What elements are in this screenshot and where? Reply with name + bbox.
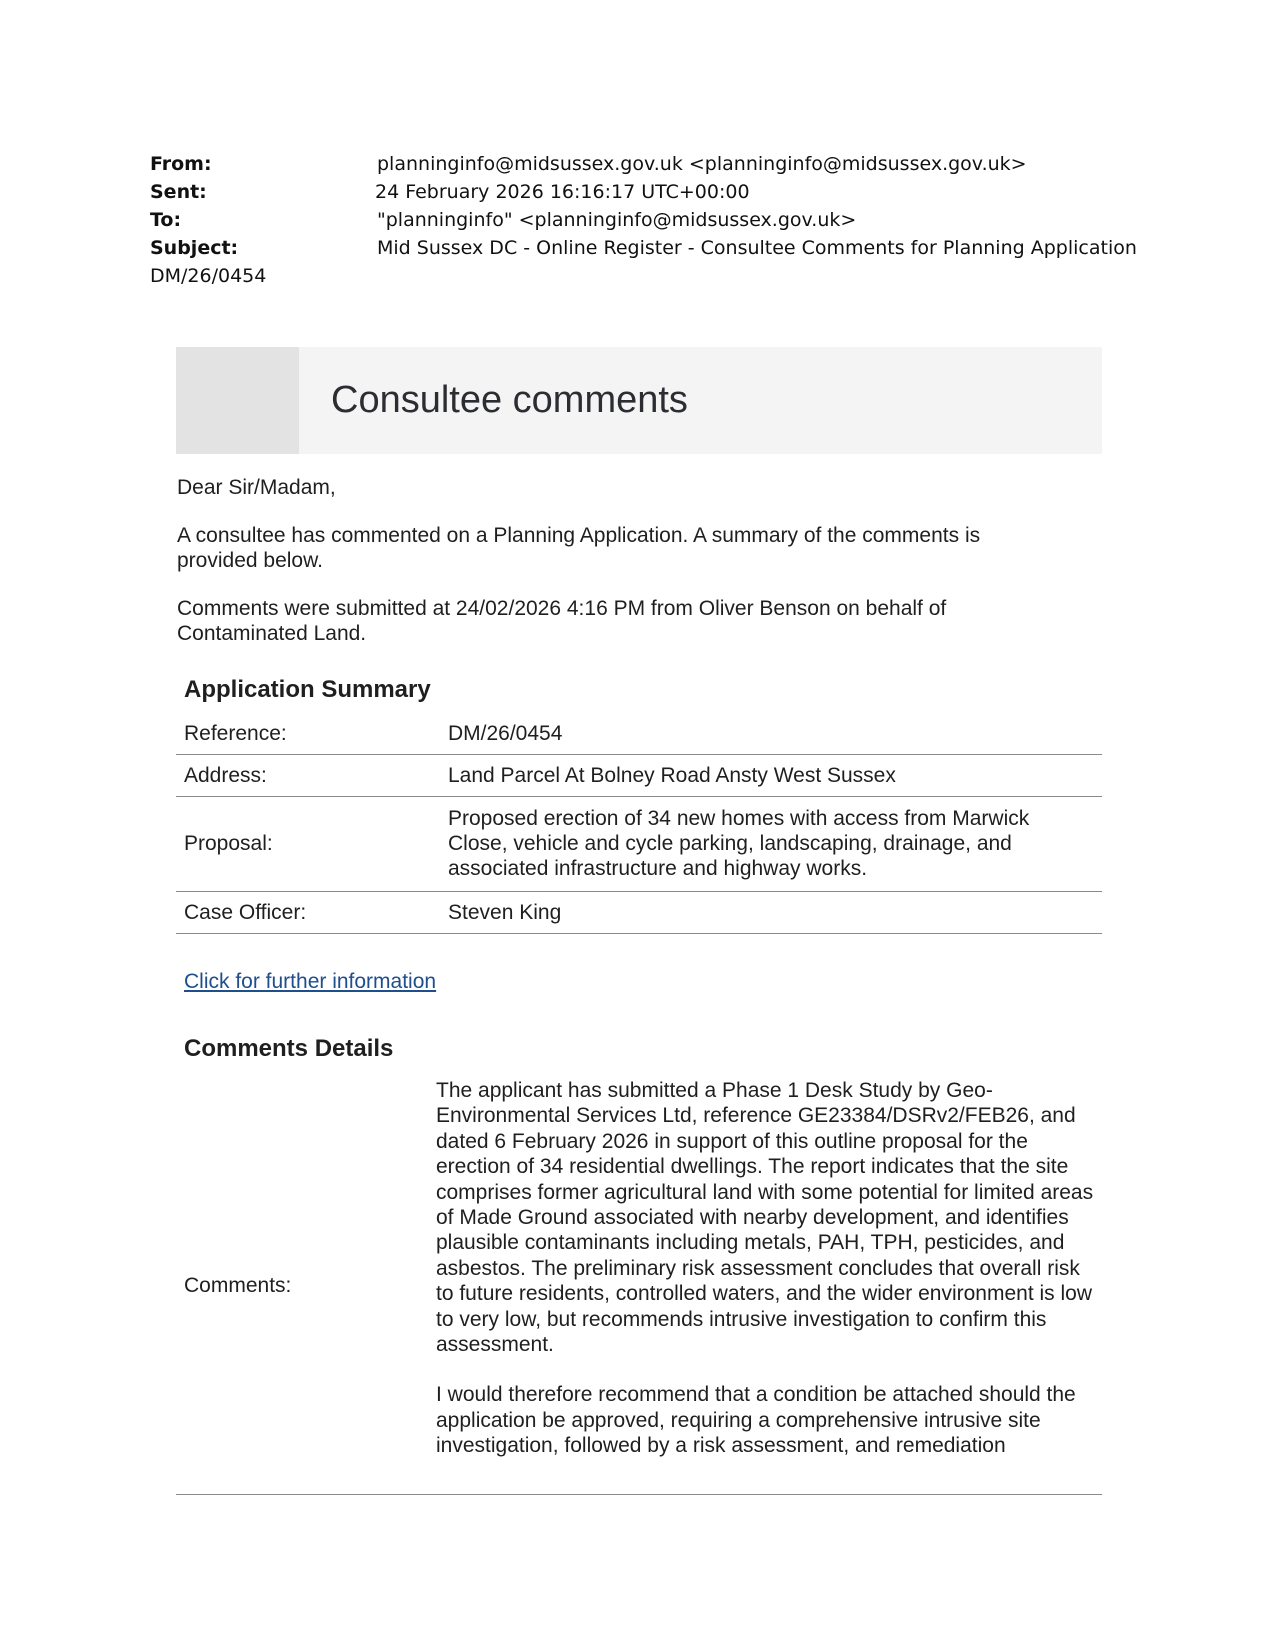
subject-wrap: DM/26/0454 [150, 265, 267, 287]
submitted-paragraph: Comments were submitted at 24/02/2026 4:16 PM from Oliver Benson on behalf of Contaminated Land. [177, 597, 947, 645]
comments-details-title: Comments Details [184, 1035, 394, 1062]
comments-label-text: Comments: [184, 1274, 292, 1298]
to-label: To: [150, 209, 182, 231]
banner-title: Consultee comments [331, 379, 688, 421]
table-row [176, 713, 1102, 755]
comments-details-block [176, 1078, 1102, 1495]
proposal-label: Proposal: [176, 797, 440, 892]
table-row [176, 797, 1102, 892]
comments-paragraph-1: The applicant has submitted a Phase 1 Desk Study by Geo-Environmental Services Ltd, reference GE23384/DSRv2/FEB26, and dated 6 February 2026 in support of this outline proposal for the erection of 34 residential dwellings. The report indicates that the site comprises former agricultural land with some potential for limited areas of Made Ground associated with nearby development, and identifies plausible contaminants including metals, PAH, TPH, pesticides, and asbestos. The preliminary risk assessment concludes that overall risk to future residents, controlled waters, and the wider environment is low to very low, but recommends intrusive investigation to confirm this assessment. [436, 1079, 1094, 1357]
application-summary-table [176, 713, 1102, 934]
to-value: "planninginfo" <planninginfo@midsussex.gov.uk> [377, 209, 857, 231]
further-information-link[interactable]: Click for further information [184, 970, 437, 993]
from-value: planninginfo@midsussex.gov.uk <planninginfo@midsussex.gov.uk> [377, 153, 1027, 175]
table-row [176, 755, 1102, 797]
case-officer-value: Steven King [440, 892, 1102, 934]
subject-value: Mid Sussex DC - Online Register - Consultee Comments for Planning Application [377, 237, 1137, 259]
comments-paragraph-2: I would therefore recommend that a condition be attached should the application be approved, requiring a comprehensive intrusive site investigation, followed by a risk assessment, and remediation [436, 1383, 1076, 1458]
email-to-row [150, 206, 1150, 234]
address-label: Address: [176, 755, 440, 797]
subject-label: Subject: [150, 237, 239, 259]
table-row [176, 892, 1102, 934]
application-summary-title: Application Summary [184, 676, 431, 703]
banner-logo-area [176, 347, 299, 454]
email-sent-row [150, 178, 1150, 206]
greeting: Dear Sir/Madam, [177, 476, 336, 499]
from-label: From: [150, 153, 212, 175]
email-subject-row [150, 234, 1150, 262]
consultee-banner [176, 347, 1102, 454]
sent-label: Sent: [150, 181, 207, 203]
email-header [150, 150, 1150, 290]
reference-value: DM/26/0454 [440, 713, 1102, 755]
intro-paragraph: A consultee has commented on a Planning Application. A summary of the comments is provided below. [177, 524, 981, 572]
proposal-value: Proposed erection of 34 new homes with access from Marwick Close, vehicle and cycle parking, landscaping, drainage, and associated infrastructure and highway works. [440, 797, 1102, 892]
case-officer-label: Case Officer: [176, 892, 440, 934]
reference-label: Reference: [176, 713, 440, 755]
comments-label [184, 1078, 291, 1494]
comments-text [436, 1078, 1096, 1459]
sent-value: 24 February 2026 16:16:17 UTC+00:00 [375, 181, 750, 203]
address-value: Land Parcel At Bolney Road Ansty West Sussex [440, 755, 1102, 797]
email-from-row [150, 150, 1150, 178]
